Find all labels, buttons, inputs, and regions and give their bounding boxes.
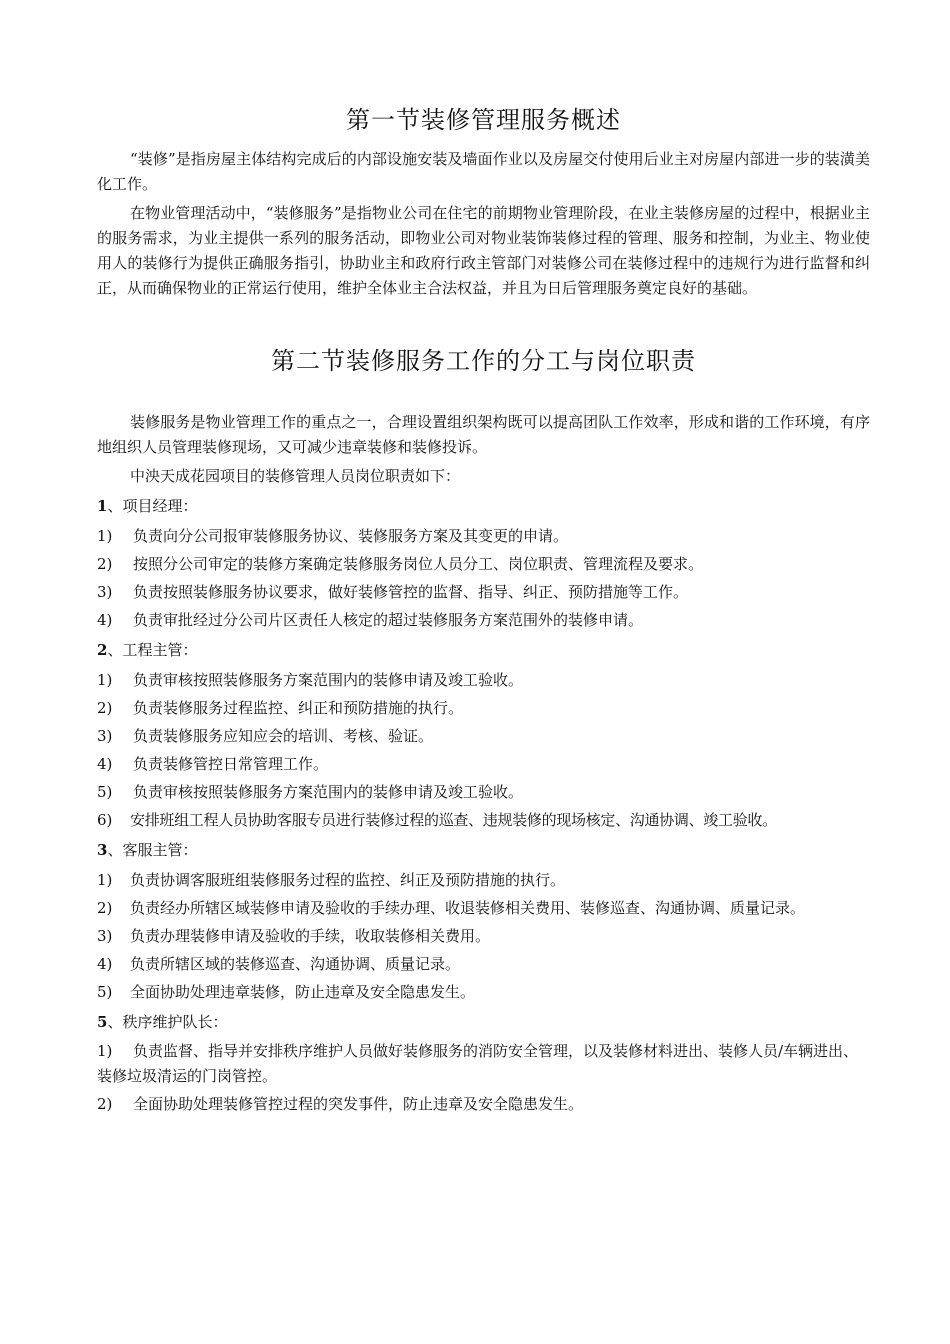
item-text: 负责装修服务应知应会的培训、考核、验证。 [133, 727, 434, 745]
item-number: 2) [97, 699, 113, 717]
item-text: 负责按照装修服务协议要求，做好装修管控的监督、指导、纠正、预防措施等工作。 [133, 583, 689, 601]
item-number: 4) [97, 755, 113, 773]
item-number: 3) [97, 927, 113, 945]
role-heading-engineering-supervisor [97, 637, 870, 663]
item-text: 安排班组工程人员协助客服专员进行装修过程的巡查、违规装修的现场核定、沟通协调、竣工验收。 [130, 811, 777, 829]
section1-title: 第一节装修管理服务概述 [346, 106, 621, 134]
list-item [97, 551, 870, 577]
item-number: 2) [97, 1095, 113, 1113]
item-text: 负责审核按照装修服务方案范围内的装修申请及竣工验收。 [133, 671, 524, 689]
item-text: 按照分公司审定的装修方案确定装修服务岗位人员分工、岗位职责、管理流程及要求。 [133, 555, 704, 573]
list-item [97, 723, 870, 749]
item-number: 5) [97, 783, 113, 801]
list-item [97, 751, 870, 777]
role-label: 、秩序维护队长： [107, 1013, 228, 1031]
list-item [97, 1091, 870, 1117]
section2-paragraph-1: 装修服务是物业管理工作的重点之一，合理设置组织架构既可以提高团队工作效率，形成和谐的工作环境，有序地组织人员管理装修现场，又可减少违章装修和装修投诉。 [97, 413, 870, 456]
item-text: 负责所辖区域的装修巡查、沟通协调、质量记录。 [130, 955, 461, 973]
role-label: 、工程主管： [107, 641, 198, 659]
item-text: 负责办理装修申请及验收的手续，收取装修相关费用。 [130, 927, 491, 945]
list-item [97, 607, 870, 633]
role-heading-security-team-leader [97, 1009, 870, 1035]
role-number: 2 [97, 641, 108, 659]
section1-paragraph-2: 在物业管理活动中，“装修服务”是指物业公司在住宅的前期物业管理阶段，在业主装修房屋的过程中，根据业主的服务需求，为业主提供一系列的服务活动，即物业公司对物业装饰装修过程的管理、服务和控制，为业主、物业使用人的装修行为提供正确服务指引，协助业主和政府行政主管部门对装修公司在装修过程中的违规行为进行监督和纠正，从而确保物业的正常运行使用，维护全体业主合法权益，并且为日后管理服务奠定良好的基础。 [97, 204, 870, 297]
item-number: 5) [97, 983, 113, 1001]
list-item [97, 867, 870, 893]
list-item [97, 923, 870, 949]
item-text: 全面协助处理装修管控过程的突发事件，防止违章及安全隐患发生。 [133, 1095, 584, 1113]
item-number: 3) [97, 727, 113, 745]
item-text: 负责审核按照装修服务方案范围内的装修申请及竣工验收。 [133, 783, 524, 801]
list-item [97, 523, 870, 549]
item-number: 2) [97, 555, 113, 573]
item-text: 负责经办所辖区域装修申请及验收的手续办理、收退装修相关费用、装修巡查、沟通协调、质量记录。 [130, 899, 806, 917]
section2-paragraph-2: 中泱天成花园项目的装修管理人员岗位职责如下： [130, 467, 461, 485]
role-number: 5 [97, 1013, 108, 1031]
role-number: 3 [97, 841, 108, 859]
item-number: 1) [97, 671, 113, 689]
item-text: 负责装修服务过程监控、纠正和预防措施的执行。 [133, 699, 464, 717]
item-text: 负责审批经过分公司片区责任人核定的超过装修服务方案范围外的装修申请。 [133, 611, 644, 629]
list-item [97, 895, 870, 921]
list-item [97, 579, 870, 605]
item-number: 4) [97, 611, 113, 629]
list-item [97, 779, 870, 805]
section1-paragraph-1: “装修”是指房屋主体结构完成后的内部设施安装及墙面作业以及房屋交付使用后业主对房屋内部进一步的装潢美化工作。 [97, 150, 870, 193]
item-number: 1) [97, 527, 113, 545]
list-item [97, 1039, 870, 1089]
list-item [97, 695, 870, 721]
section2-title: 第二节装修服务工作的分工与岗位职责 [271, 347, 696, 375]
role-number: 1 [97, 497, 108, 515]
item-text: 负责监督、指导并安排秩序维护人员做好装修服务的消防安全管理，以及装修材料进出、装修人员/车辆进出、装修垃圾清运的门岗管控。 [97, 1042, 859, 1085]
list-item [97, 807, 870, 833]
list-item [97, 979, 870, 1005]
list-item [97, 951, 870, 977]
item-number: 3) [97, 583, 113, 601]
item-number: 4) [97, 955, 113, 973]
list-item [97, 667, 870, 693]
item-text: 全面协助处理违章装修，防止违章及安全隐患发生。 [130, 983, 476, 1001]
item-number: 6) [97, 811, 113, 829]
item-number: 1) [97, 871, 113, 889]
role-heading-customer-service-supervisor [97, 837, 870, 863]
role-label: 、客服主管： [107, 841, 198, 859]
item-text: 负责装修管控日常管理工作。 [133, 755, 329, 773]
role-heading-project-manager [97, 493, 870, 519]
item-text: 负责协调客服班组装修服务过程的监控、纠正及预防措施的执行。 [130, 871, 566, 889]
role-label: 、项目经理： [107, 497, 198, 515]
item-number: 2) [97, 899, 113, 917]
item-text: 负责向分公司报审装修服务协议、装修服务方案及其变更的申请。 [133, 527, 569, 545]
item-number: 1) [97, 1042, 113, 1060]
